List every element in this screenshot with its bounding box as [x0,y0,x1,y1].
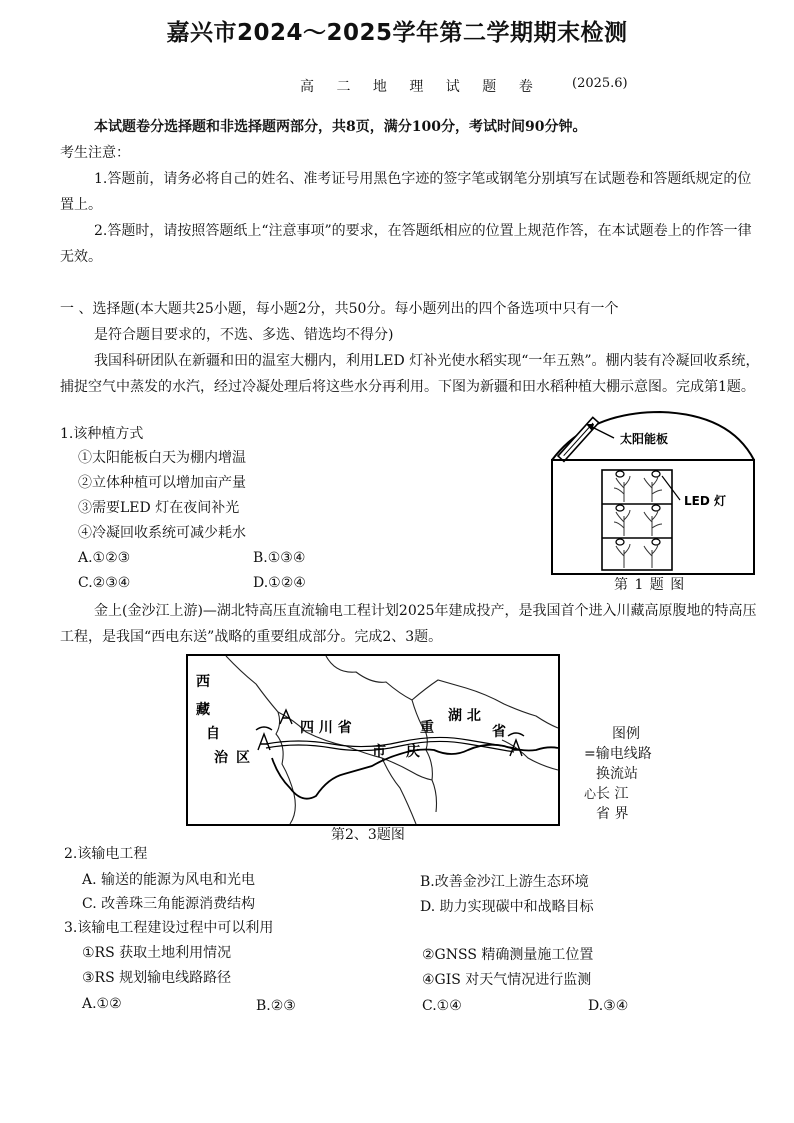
notice-rule-2: 2.答题时，请按照答题纸上“注意事项”的要求，在答题纸相应的位置上规范作答，在本试题卷上的作答一律无效。 [60,223,752,265]
led-arrow [662,476,680,500]
question-3-option-c: C.①④ [422,998,462,1014]
question-2-option-d: D. 助力实现碳中和战略目标 [420,899,594,915]
map-label-sichuan: 四 川 省 [300,720,352,736]
section-heading-line1: 一 、选择题(本大题共25小题，每小题2分，共50分。每小题列出的四个备选项中只有一个 [60,301,619,317]
question-1-item: ②立体种植可以增加亩产量 [78,475,246,491]
rice-plant-icon [614,476,662,568]
legend-river-row [584,784,684,804]
figure-1-caption: 第 1 题 图 [614,577,686,593]
map-label-sheng: 省 [492,724,506,740]
question-2-option-a: A. 输送的能源为风电和光电 [82,872,256,888]
map-label-chong: 重 [420,720,434,736]
passage-2: 金上(金沙江上游)—湖北特高压直流输电工程计划2025年建成投产，是我国首个进入川藏高原腹地的特高压工程，是我国“西电东送”战略的重要组成部分。完成2、3题。 [60,603,757,645]
legend-river-icon: 心 [584,787,597,801]
legend-station-label: 换流站 [596,766,638,782]
led-label: LED 灯 [684,494,726,508]
greenhouse-body [552,460,754,574]
question-2-stem: 2.该输电工程 [64,846,148,862]
legend-border-row [584,804,684,824]
page-title: 嘉兴市2024～2025学年第二学期期末检测 [166,20,628,46]
question-1-item: ④冷凝回收系统可减少耗水 [78,525,246,541]
map-label-xi: 西 [196,674,210,690]
map-label-shi: 市 [372,744,386,760]
greenhouse-diagram [548,408,758,576]
legend-line-row [584,744,684,764]
question-1-item: ①太阳能板白天为棚内增温 [78,450,246,466]
notice-heading: 考生注意： [60,145,130,161]
exam-date: (2025.6) [572,76,628,91]
map-label-zhi: 治 [214,750,228,766]
question-1-stem: 1.该种植方式 [60,426,144,442]
legend-station-row [584,764,684,784]
map-label-qing: 庆 [406,744,420,760]
question-1-item: ③需要LED 灯在夜间补光 [78,500,240,516]
question-3-option-d: D.③④ [588,998,629,1014]
map-legend [584,724,684,824]
section-heading-line2: 是符合题目要求的，不选、多选、错选均不得分) [94,327,394,343]
transmission-map [186,654,560,826]
question-3-item: ②GNSS 精确测量施工位置 [422,947,594,963]
led-light-icon [616,471,660,545]
question-3-item: ④GIS 对天气情况进行监测 [422,972,592,988]
passage-1: 我国科研团队在新疆和田的温室大棚内，利用LED 灯补光使水稻实现“一年五熟”。棚内装有冷凝回收系统，捕捉空气中蒸发的水汽，经过冷凝处理后将这些水分再利用。下图为新疆和田水稻种植大棚示意图。完成第1题。 [60,353,760,395]
solar-panel-icon [558,417,599,461]
solar-arrow [590,426,614,438]
map-label-qu: 区 [236,750,250,766]
question-3-option-b: B.②③ [256,998,296,1014]
map-label-zang: 藏 [196,702,210,718]
notice-rule-1: 1.答题前，请务必将自己的姓名、准考证号用黑色字迹的签字笔或钢笔分别填写在试题卷和答题纸规定的位置上。 [60,171,752,213]
exam-subtitle: 高 二 地 理 试 题 卷 [300,79,542,95]
question-3-item: ①RS 获取土地利用情况 [82,945,232,961]
section-heading [60,296,760,348]
legend-title: 图例 [612,726,640,742]
solar-panel-label: 太阳能板 [620,432,669,446]
question-3-stem: 3.该输电工程建设过程中可以利用 [64,920,274,936]
question-3-option-a: A.①② [82,996,122,1012]
question-3-item: ③RS 规划输电线路路径 [82,970,232,986]
question-1-option-b: B.①③④ [253,550,306,566]
map-label-hubei: 湖 北 [448,708,481,724]
question-1-option-d: D.①②④ [253,575,306,591]
intro-text: 本试题卷分选择题和非选择题两部分，共8页，满分100分，考试时间90分钟。 [94,119,587,135]
question-2-option-b: B.改善金沙江上游生态环境 [420,874,589,890]
question-1-option-a: A.①②③ [78,550,131,566]
legend-line-label: 输电线路 [595,746,652,762]
map-label-zi: 自 [206,726,220,742]
figure-2-caption: 第2、3题图 [331,827,405,843]
planting-rack [602,470,672,570]
question-2-option-c: C. 改善珠三角能源消费结构 [82,896,256,912]
legend-river-label: 长 江 [596,786,629,802]
question-1-option-c: C.②③④ [78,575,131,591]
legend-line-icon: = [584,746,596,762]
legend-border-label: 省 界 [596,806,629,822]
